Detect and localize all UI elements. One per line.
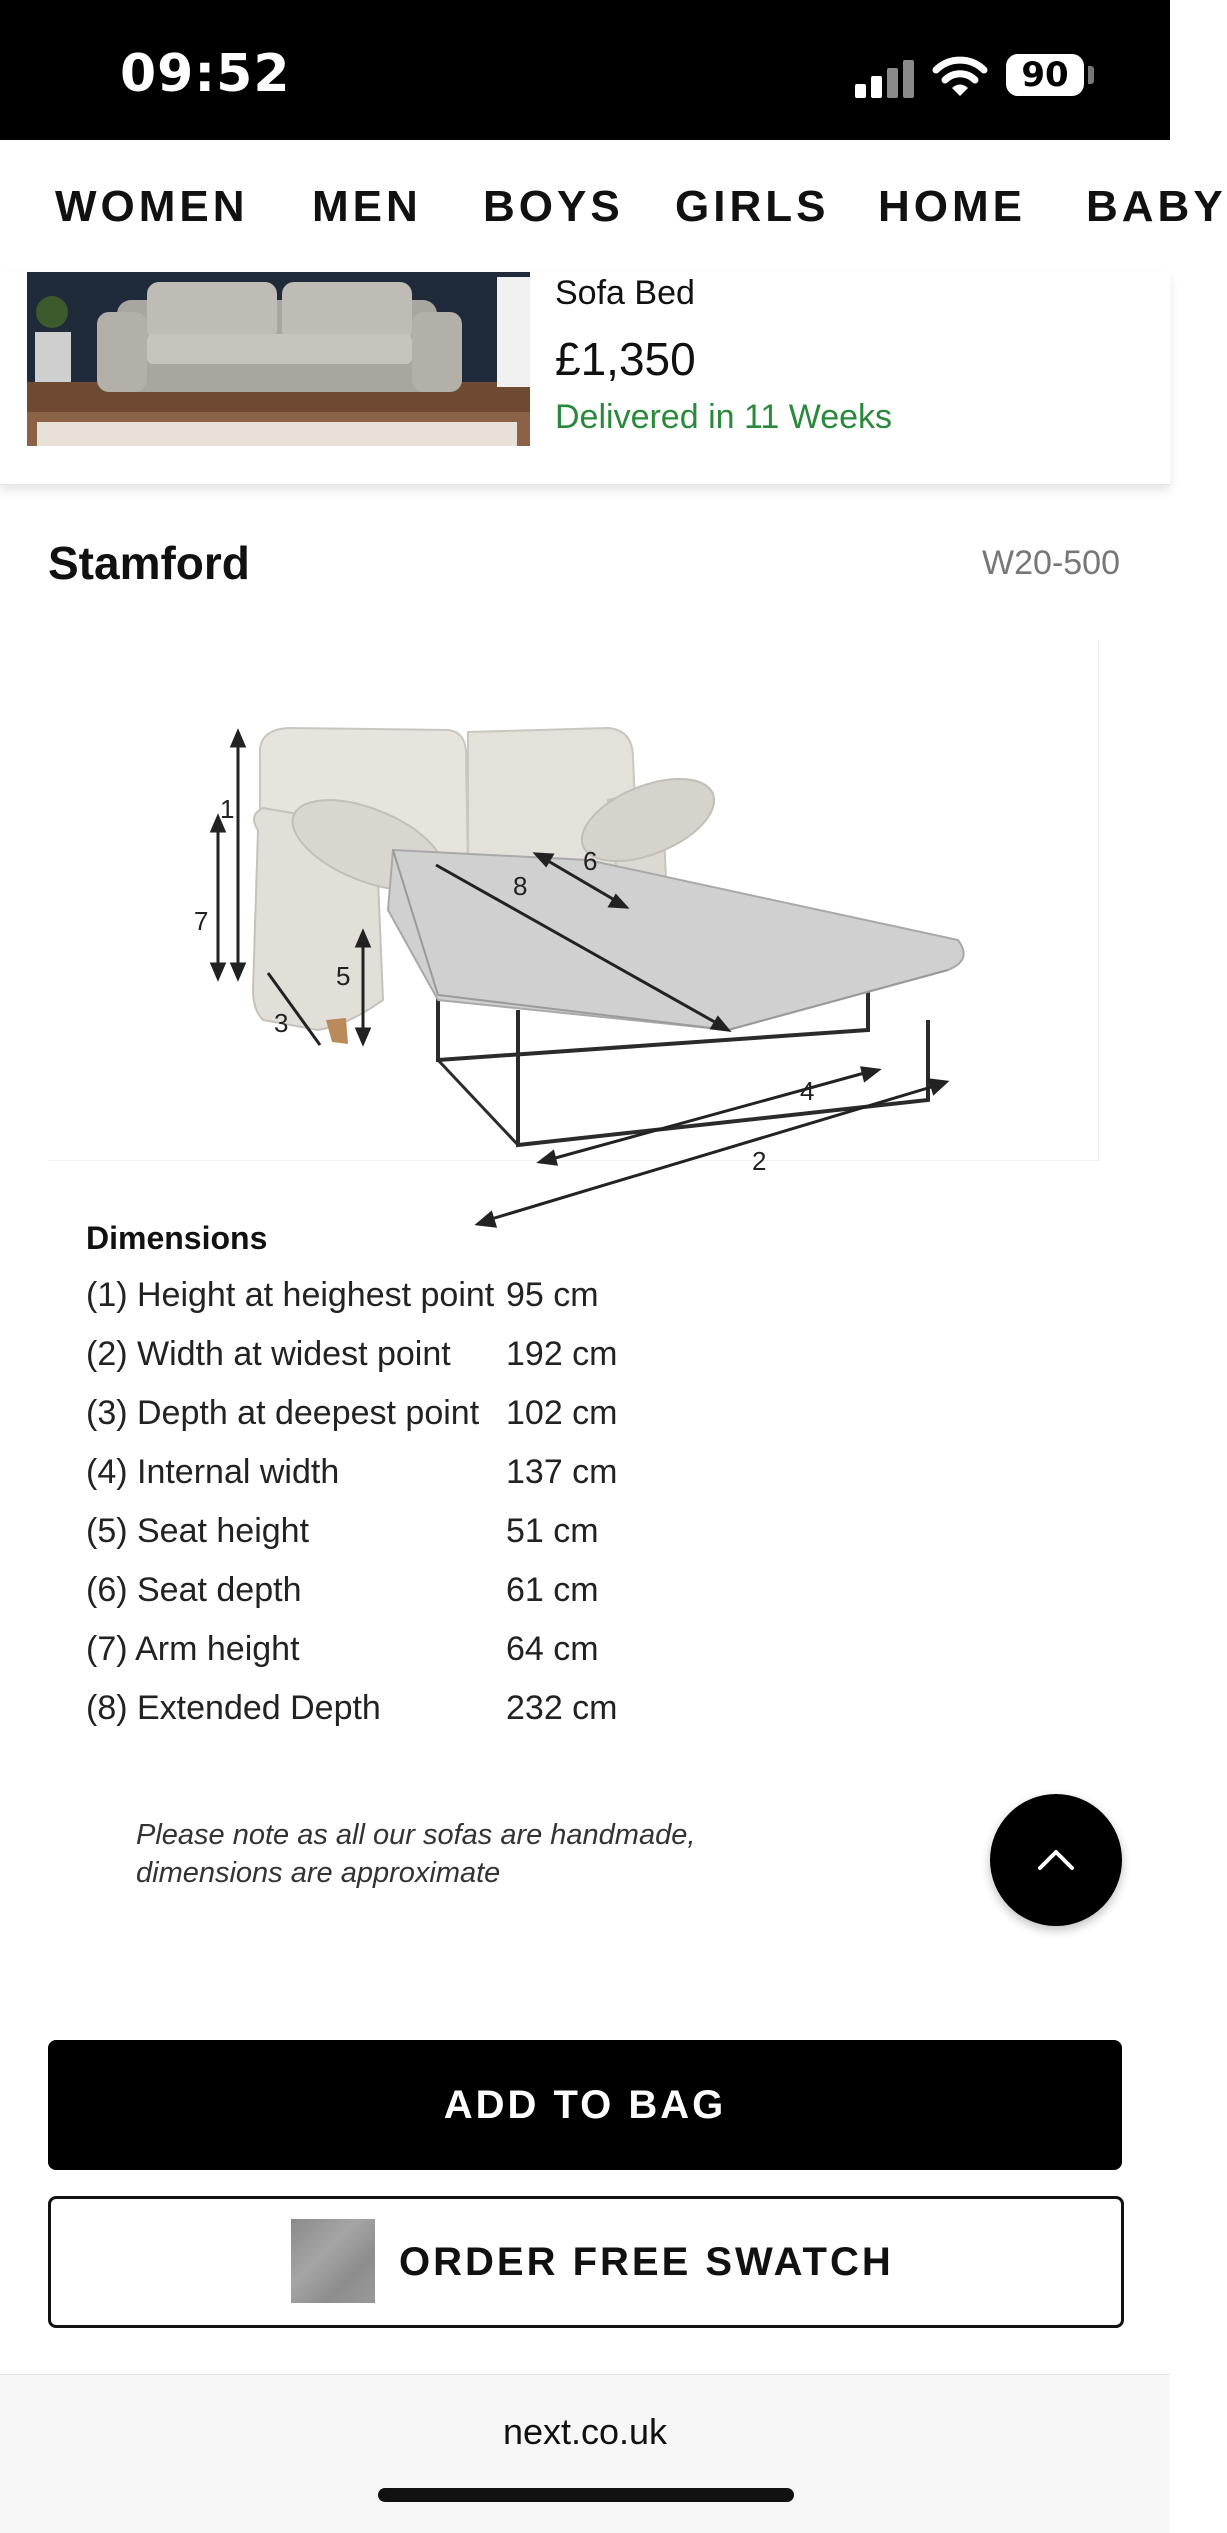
wifi-icon	[932, 52, 988, 100]
callout-1: 1	[220, 794, 235, 824]
browser-bottom-bar	[0, 2374, 1170, 2533]
nav-item-girls[interactable]: GIRLS	[675, 182, 830, 231]
dimension-label: (7) Arm height	[86, 1630, 300, 1668]
dimension-label: (2) Width at widest point	[86, 1335, 451, 1373]
sofa-bed-illustration	[48, 640, 1108, 1260]
nav-item-men[interactable]: MEN	[312, 182, 422, 231]
dimension-row	[86, 1453, 786, 1503]
dimension-row	[86, 1394, 786, 1444]
dimension-label: (5) Seat height	[86, 1512, 310, 1550]
dimension-label: (6) Seat depth	[86, 1571, 302, 1609]
category-nav	[0, 140, 1227, 272]
dimension-value: 137 cm	[506, 1453, 618, 1491]
nav-item-baby[interactable]: BABY	[1086, 182, 1227, 231]
status-time: 09:52	[120, 44, 291, 104]
nav-item-women[interactable]: WOMEN	[55, 182, 249, 231]
nav-item-home[interactable]: HOME	[878, 182, 1026, 231]
dimension-value: 51 cm	[506, 1512, 599, 1550]
home-indicator[interactable]	[378, 2488, 794, 2502]
sticky-product-bar	[0, 272, 1170, 485]
dimension-label: (1) Height at heighest point	[86, 1276, 495, 1314]
callout-7: 7	[194, 906, 209, 936]
dimensions-heading: Dimensions	[86, 1220, 268, 1256]
signal-icon	[855, 58, 915, 98]
nav-item-boys[interactable]: BOYS	[483, 182, 624, 231]
callout-5: 5	[336, 961, 351, 991]
battery-level: 90	[1021, 55, 1069, 95]
add-to-bag-button[interactable]: ADD TO BAG	[48, 2040, 1122, 2170]
swatch-thumbnail	[291, 2219, 375, 2303]
dimensions-note	[136, 1816, 896, 1892]
callout-3: 3	[274, 1008, 289, 1038]
product-code: W20-500	[982, 544, 1120, 582]
dimension-row	[86, 1335, 786, 1385]
callout-6: 6	[583, 846, 598, 876]
dimension-value: 64 cm	[506, 1630, 599, 1668]
order-free-swatch-button[interactable]	[48, 2196, 1124, 2328]
dimension-label: (4) Internal width	[86, 1453, 340, 1491]
callout-4: 4	[800, 1076, 815, 1106]
dimension-label: (8) Extended Depth	[86, 1689, 381, 1727]
dimension-label: (3) Depth at deepest point	[86, 1394, 480, 1432]
browser-url[interactable]: next.co.uk	[502, 2411, 668, 2452]
dimension-row	[86, 1630, 786, 1680]
callout-2: 2	[752, 1146, 767, 1176]
product-title: Stamford	[48, 537, 250, 589]
battery-icon	[1006, 54, 1092, 98]
sticky-product-delivery: Delivered in 11 Weeks	[555, 398, 893, 436]
dimension-value: 102 cm	[506, 1394, 618, 1432]
chevron-up-icon	[990, 1794, 1122, 1926]
dimension-row	[86, 1571, 786, 1621]
dimension-value: 95 cm	[506, 1276, 599, 1314]
order-free-swatch-label: ORDER FREE SWATCH	[399, 2240, 894, 2284]
dimension-value: 232 cm	[506, 1689, 618, 1727]
sticky-product-name: Sofa Bed	[555, 274, 695, 312]
back-to-top-button[interactable]	[990, 1794, 1122, 1926]
dimension-value: 192 cm	[506, 1335, 618, 1373]
product-thumbnail[interactable]	[27, 272, 530, 446]
dimension-row	[86, 1512, 786, 1562]
status-bar	[0, 0, 1170, 140]
note-line-1: Please note as all our sofas are handmade,	[136, 1819, 696, 1851]
dimension-row	[86, 1276, 786, 1326]
sticky-product-price: £1,350	[555, 333, 696, 385]
callout-8: 8	[513, 871, 528, 901]
note-line-2: dimensions are approximate	[136, 1857, 501, 1889]
dimension-value: 61 cm	[506, 1571, 599, 1609]
dimension-row	[86, 1689, 786, 1739]
